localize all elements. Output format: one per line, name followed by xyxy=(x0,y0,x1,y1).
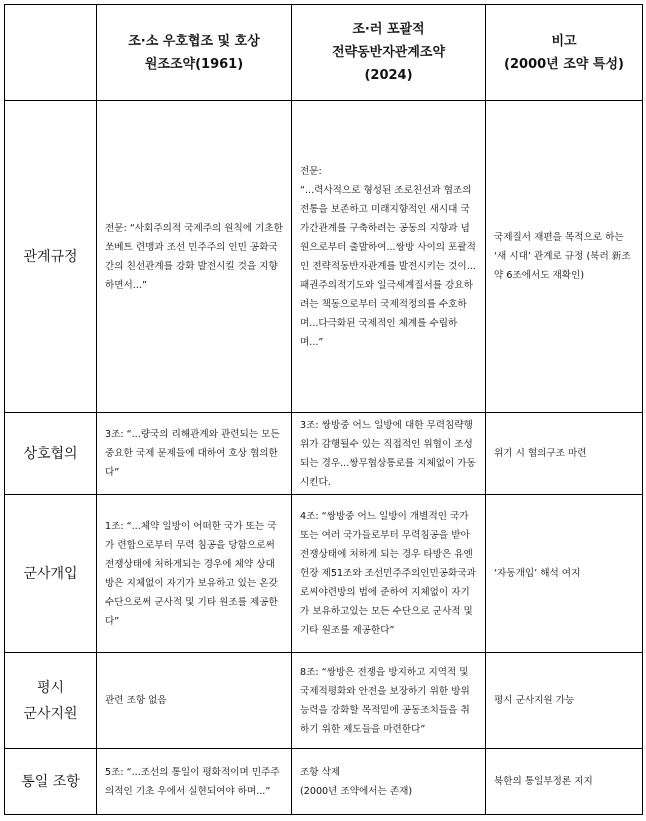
header-treaty-2024 xyxy=(292,5,486,101)
table-row xyxy=(5,749,643,815)
header-row xyxy=(5,5,643,101)
header-treaty-1961-line2: 원조조약(1961) xyxy=(144,56,244,72)
table-row xyxy=(5,413,643,495)
header-treaty-2024-line3: (2024) xyxy=(364,68,413,83)
row-label-line2: 군사지원 xyxy=(23,705,78,722)
treaty-2024-cell: 4조: “쌍방중 어느 일방이 개별적인 국가 또는 여러 국가들로부터 무력침공을 받아 전쟁상태에 처하게 되는 경우 타방은 유엔헌장 제51조와 조선민주주의인민공화국과 로씨야련방의 법에 준하여 지체없이 자기가 보유하고있는 모든 수단으로 군사적 및 기타 원조를 제공한다” xyxy=(292,495,486,653)
treaty-1961-cell: 3조: “...량국의 리해관계와 관련되는 모든 중요한 국제 문제들에 대하여 호상 협의한다” xyxy=(97,413,292,495)
treaty-2024-line1: 조항 삭제 xyxy=(300,766,341,778)
table-row xyxy=(5,653,643,749)
header-notes-line1: 비고 xyxy=(551,33,577,49)
row-label: 군사개입 xyxy=(5,495,97,653)
treaty-2024-cell xyxy=(292,101,486,413)
row-label: 통일 조항 xyxy=(5,749,97,815)
treaty-2024-line2: (2000년 조약에서는 존재) xyxy=(300,785,413,797)
note-cell: 북한의 통일부정론 지지 xyxy=(486,749,643,815)
treaty-1961-cell: 1조: “...체약 일방이 어떠한 국가 또는 국가 련합으로부터 무력 침공을 당함으로써 전쟁상태에 처하게되는 경우에 체약 상대방은 지체없이 자기가 보유하고 있는 온갖 수단으로써 군사적 및 기타 원조를 제공한다” xyxy=(97,495,292,653)
row-label: 상호협의 xyxy=(5,413,97,495)
treaty-2024-cell: 3조: 쌍방중 어느 일방에 대한 무력침략행위가 감행될수 있는 직접적인 위협이 조성되는 경우...쌍무협상통로를 지체없이 가동시킨다. xyxy=(292,413,486,495)
note-cell: 국제질서 재편을 목적으로 하는 ‘새 시대’ 관계로 규정 (북러 新조약 6조에서도 재확인) xyxy=(486,101,643,413)
treaty-1961-cell: 5조: “...조선의 통일이 평화적이며 민주주의적인 기초 우에서 실현되여야 하며...” xyxy=(97,749,292,815)
treaty-2024-cell xyxy=(292,749,486,815)
row-label-line1: 평시 xyxy=(36,679,65,696)
treaty-1961-cell: 전문: “사회주의적 국제주의 원칙에 기초한 쏘베트 련맹과 조선 민주주의 인민 공화국간의 친선관계를 강화 발전시킬 것을 지향하면서...” xyxy=(97,101,292,413)
header-notes xyxy=(486,5,643,101)
header-treaty-1961-line1: 조·소 우호협조 및 호상 xyxy=(128,33,260,49)
header-notes-line2: (2000년 조약 특성) xyxy=(504,56,624,72)
note-cell: 평시 군사지원 가능 xyxy=(486,653,643,749)
note-cell: 위기 시 협의구조 마련 xyxy=(486,413,643,495)
note-cell: ‘자동개입’ 해석 여지 xyxy=(486,495,643,653)
treaty-2024-cell: 8조: “쌍방은 전쟁을 방지하고 지역적 및 국제적평화와 안전을 보장하기 위한 방위능력을 강화할 목적밑에 공동조치들을 취하기 위한 제도들을 마련한다” xyxy=(292,653,486,749)
treaty-2024-prefix: 전문: xyxy=(300,165,322,177)
header-treaty-2024-line1: 조·러 포괄적 xyxy=(352,22,425,37)
header-empty-cell xyxy=(5,5,97,101)
row-label xyxy=(5,653,97,749)
treaty-comparison-table xyxy=(4,4,642,816)
header-treaty-2024-line2: 전략동반자관계조약 xyxy=(331,45,446,60)
table-row xyxy=(5,495,643,653)
row-label: 관계규정 xyxy=(5,101,97,413)
treaty-1961-cell: 관련 조항 없음 xyxy=(97,653,292,749)
treaty-2024-text: “...력사적으로 형성된 조로친선과 협조의 전통을 보존하고 미래지향적인 새시대 국가간관계를 구축하려는 공동의 지향과 념원으로부터 출발하여...쌍방 사이의 포괄적인 전략적동반자관계를 발전시키는 것이...패권주의적기도와 일극세계질서를 강요하려는 책동으로부터 국제적정의를 수호하며...다극화된 국제적인 체계를 수립하며...” xyxy=(300,184,476,348)
header-treaty-1961 xyxy=(97,5,292,101)
table-row xyxy=(5,101,643,413)
